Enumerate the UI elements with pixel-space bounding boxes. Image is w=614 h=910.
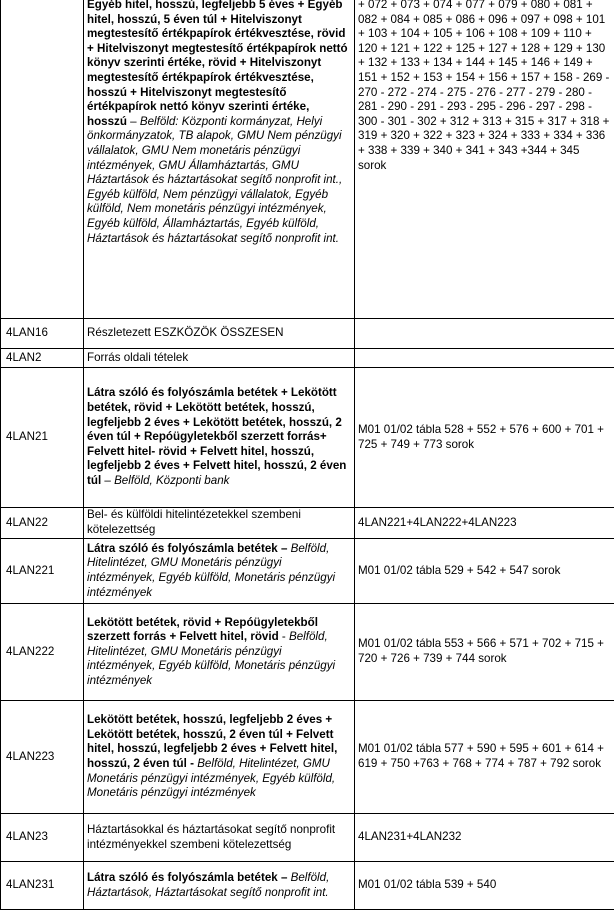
- description-plain: –: [101, 474, 114, 487]
- row-source-mapping: M01 01/02 tábla 529 + 542 + 547 sorok: [355, 539, 614, 604]
- row-source-mapping: + 072 + 073 + 074 + 077 + 079 + 080 + 081 + 082 + 084 + 085 + 086 + 096 + 097 + 098 + 101 + 103 + 104 + 105 + 106 + 108 + 109 + 110 + 120 + 121 + 122 + 125 + 127 + 128 + 129 + 130 + 132 + 133 + 134 + 144 + 145 + 146 + 149 + 151 + 152 + 153 + 154 + 156 + 157 + 158 - 269 - 270 - 272 - 274 - 275 - 276 - 277 - 279 - 280 - 281 - 290 - 291 - 293 - 295 - 296 - 297 - 298 - 300 - 301 - 302 + 312 + 313 + 315 + 317 + 318 + 319 + 320 + 322 + 323 + 324 + 333 + 334 + 336 + 338 + 339 + 340 + 341 + 343 +344 + 345 sorok: [355, 0, 614, 319]
- row-code: 4LAN222: [1, 604, 84, 701]
- row-source-mapping: M01 01/02 tábla 539 + 540: [355, 862, 614, 910]
- row-code: 4LAN223: [1, 701, 84, 814]
- description-bold: Látra szóló és folyószámla betétek –: [87, 871, 287, 884]
- row-description: [84, 368, 355, 508]
- table-row: [1, 814, 614, 862]
- row-source-mapping: [355, 319, 614, 349]
- row-source-mapping: 4LAN231+4LAN232: [355, 814, 614, 862]
- table-row: [1, 539, 614, 604]
- row-description: [84, 604, 355, 701]
- row-code: 4LAN16: [1, 319, 84, 349]
- row-source-mapping: M01 01/02 tábla 553 + 566 + 571 + 702 + 715 + 720 + 726 + 739 + 744 sorok: [355, 604, 614, 701]
- row-description: [84, 701, 355, 814]
- description-plain: Részletezett ESZKÖZÖK ÖSSZESEN: [87, 326, 284, 339]
- row-description: [84, 349, 355, 368]
- description-italic: Belföld, Hitelintézet, GMU Monetáris pénzügyi intézmények, Egyéb külföld, Monetáris pénzügyi intézmények: [87, 757, 335, 799]
- row-code: 4LAN23: [1, 814, 84, 862]
- row-description: [84, 539, 355, 604]
- row-code: 4LAN231: [1, 862, 84, 910]
- row-description: [84, 319, 355, 349]
- description-plain: Bel- és külföldi hitelintézetekkel szembeni kötelezettség: [87, 508, 301, 536]
- description-italic: Belföld: Központi kormányzat, Helyi önkormányzatok, TB alapok, GMU Nem pénzügyi vállalatok, GMU Nem monetáris pénzügyi intézmények, GMU Államháztartás, GMU Háztartások és háztartásokat segítő nonprofit int., Egyéb külföld, Nem pénzügyi vállalatok, Egyéb külföld, Nem monetáris pénzügyi intézmények, Egyéb külföld, Államháztartás, Egyéb külföld, Háztartások és háztartásokat segítő nonprofit int.: [87, 115, 342, 245]
- table-row: [1, 368, 614, 508]
- row-description: [84, 0, 355, 319]
- table-row: [1, 701, 614, 814]
- description-italic: Belföld, Háztartások, Háztartásokat segítő nonprofit int.: [87, 871, 329, 899]
- description-plain: -: [279, 630, 289, 643]
- description-plain: Háztartásokkal és háztartásokat segítő nonprofit intézményekkel szembeni kötelezettség: [87, 823, 335, 851]
- description-italic: Belföld, Hitelintézet, GMU Monetáris pénzügyi intézmények, Egyéb külföld, Monetáris pénzügyi intézmények: [87, 630, 335, 687]
- row-description: [84, 862, 355, 910]
- table-row: [1, 604, 614, 701]
- description-bold: Látra szóló és folyószámla betétek + Lekötött betétek, rövid + Lekötött betétek, hosszú, legfeljebb 2 éves + Lekötött betétek, hosszú, 2 éven túl + Repóügyletekből szerzett forrás+ Felvett hitel- rövid + Felvett hitel, hosszú, legfeljebb 2 éves + Felvett hitel, hosszú, 2 éven túl: [87, 386, 346, 487]
- row-code: 4LAN22: [1, 508, 84, 539]
- row-code: [1, 0, 84, 319]
- description-bold: Egyéb hitel, hosszú, legfeljebb 5 éves + Egyéb hitel, hosszú, 5 éven túl + Hitelviszonyt megtestesítő értékpapírok értékvesztése, rövid + Hitelviszonyt megtestesítő értékpapírok nettó könyv szerinti értéke, rövid + Hitelviszonyt megtestesítő értékpapírok értékvesztése, hosszú + Hitelviszonyt megtestesítő értékpapírok nettó könyv szerinti értéke, hosszú: [87, 0, 348, 128]
- row-code: 4LAN221: [1, 539, 84, 604]
- table-row: [1, 862, 614, 910]
- row-code: 4LAN2: [1, 349, 84, 368]
- row-source-mapping: [355, 349, 614, 368]
- row-source-mapping: M01 01/02 tábla 577 + 590 + 595 + 601 + 614 + 619 + 750 +763 + 768 + 774 + 787 + 792 sorok: [355, 701, 614, 814]
- description-bold: Lekötött betétek, hosszú, legfeljebb 2 éves + Lekötött betétek, hosszú, 2 éven túl + Felvett hitel, hosszú, legfeljebb 2 éves + Felvett hitel, hosszú, 2 éven túl -: [87, 713, 337, 770]
- description-bold: Lekötött betétek, rövid + Repóügyletekből szerzett forrás + Felvett hitel, rövid: [87, 616, 318, 644]
- row-description: [84, 814, 355, 862]
- description-plain: –: [127, 115, 140, 128]
- table-row: [1, 349, 614, 368]
- row-source-mapping: 4LAN221+4LAN222+4LAN223: [355, 508, 614, 539]
- description-plain: Forrás oldali tételek: [87, 351, 188, 364]
- row-source-mapping: M01 01/02 tábla 528 + 552 + 576 + 600 + 701 + 725 + 749 + 773 sorok: [355, 368, 614, 508]
- table-row: [1, 319, 614, 349]
- row-code: 4LAN21: [1, 368, 84, 508]
- description-italic: Belföld, Központi bank: [114, 474, 229, 487]
- description-italic: Belföld, Hitelintézet, GMU Monetáris pénzügyi intézmények, Egyéb külföld, Monetáris pénzügyi intézmények: [87, 542, 335, 599]
- table-row: [1, 0, 614, 319]
- description-bold: Látra szóló és folyószámla betétek –: [87, 542, 287, 555]
- table-row: [1, 508, 614, 539]
- row-description: [84, 508, 355, 539]
